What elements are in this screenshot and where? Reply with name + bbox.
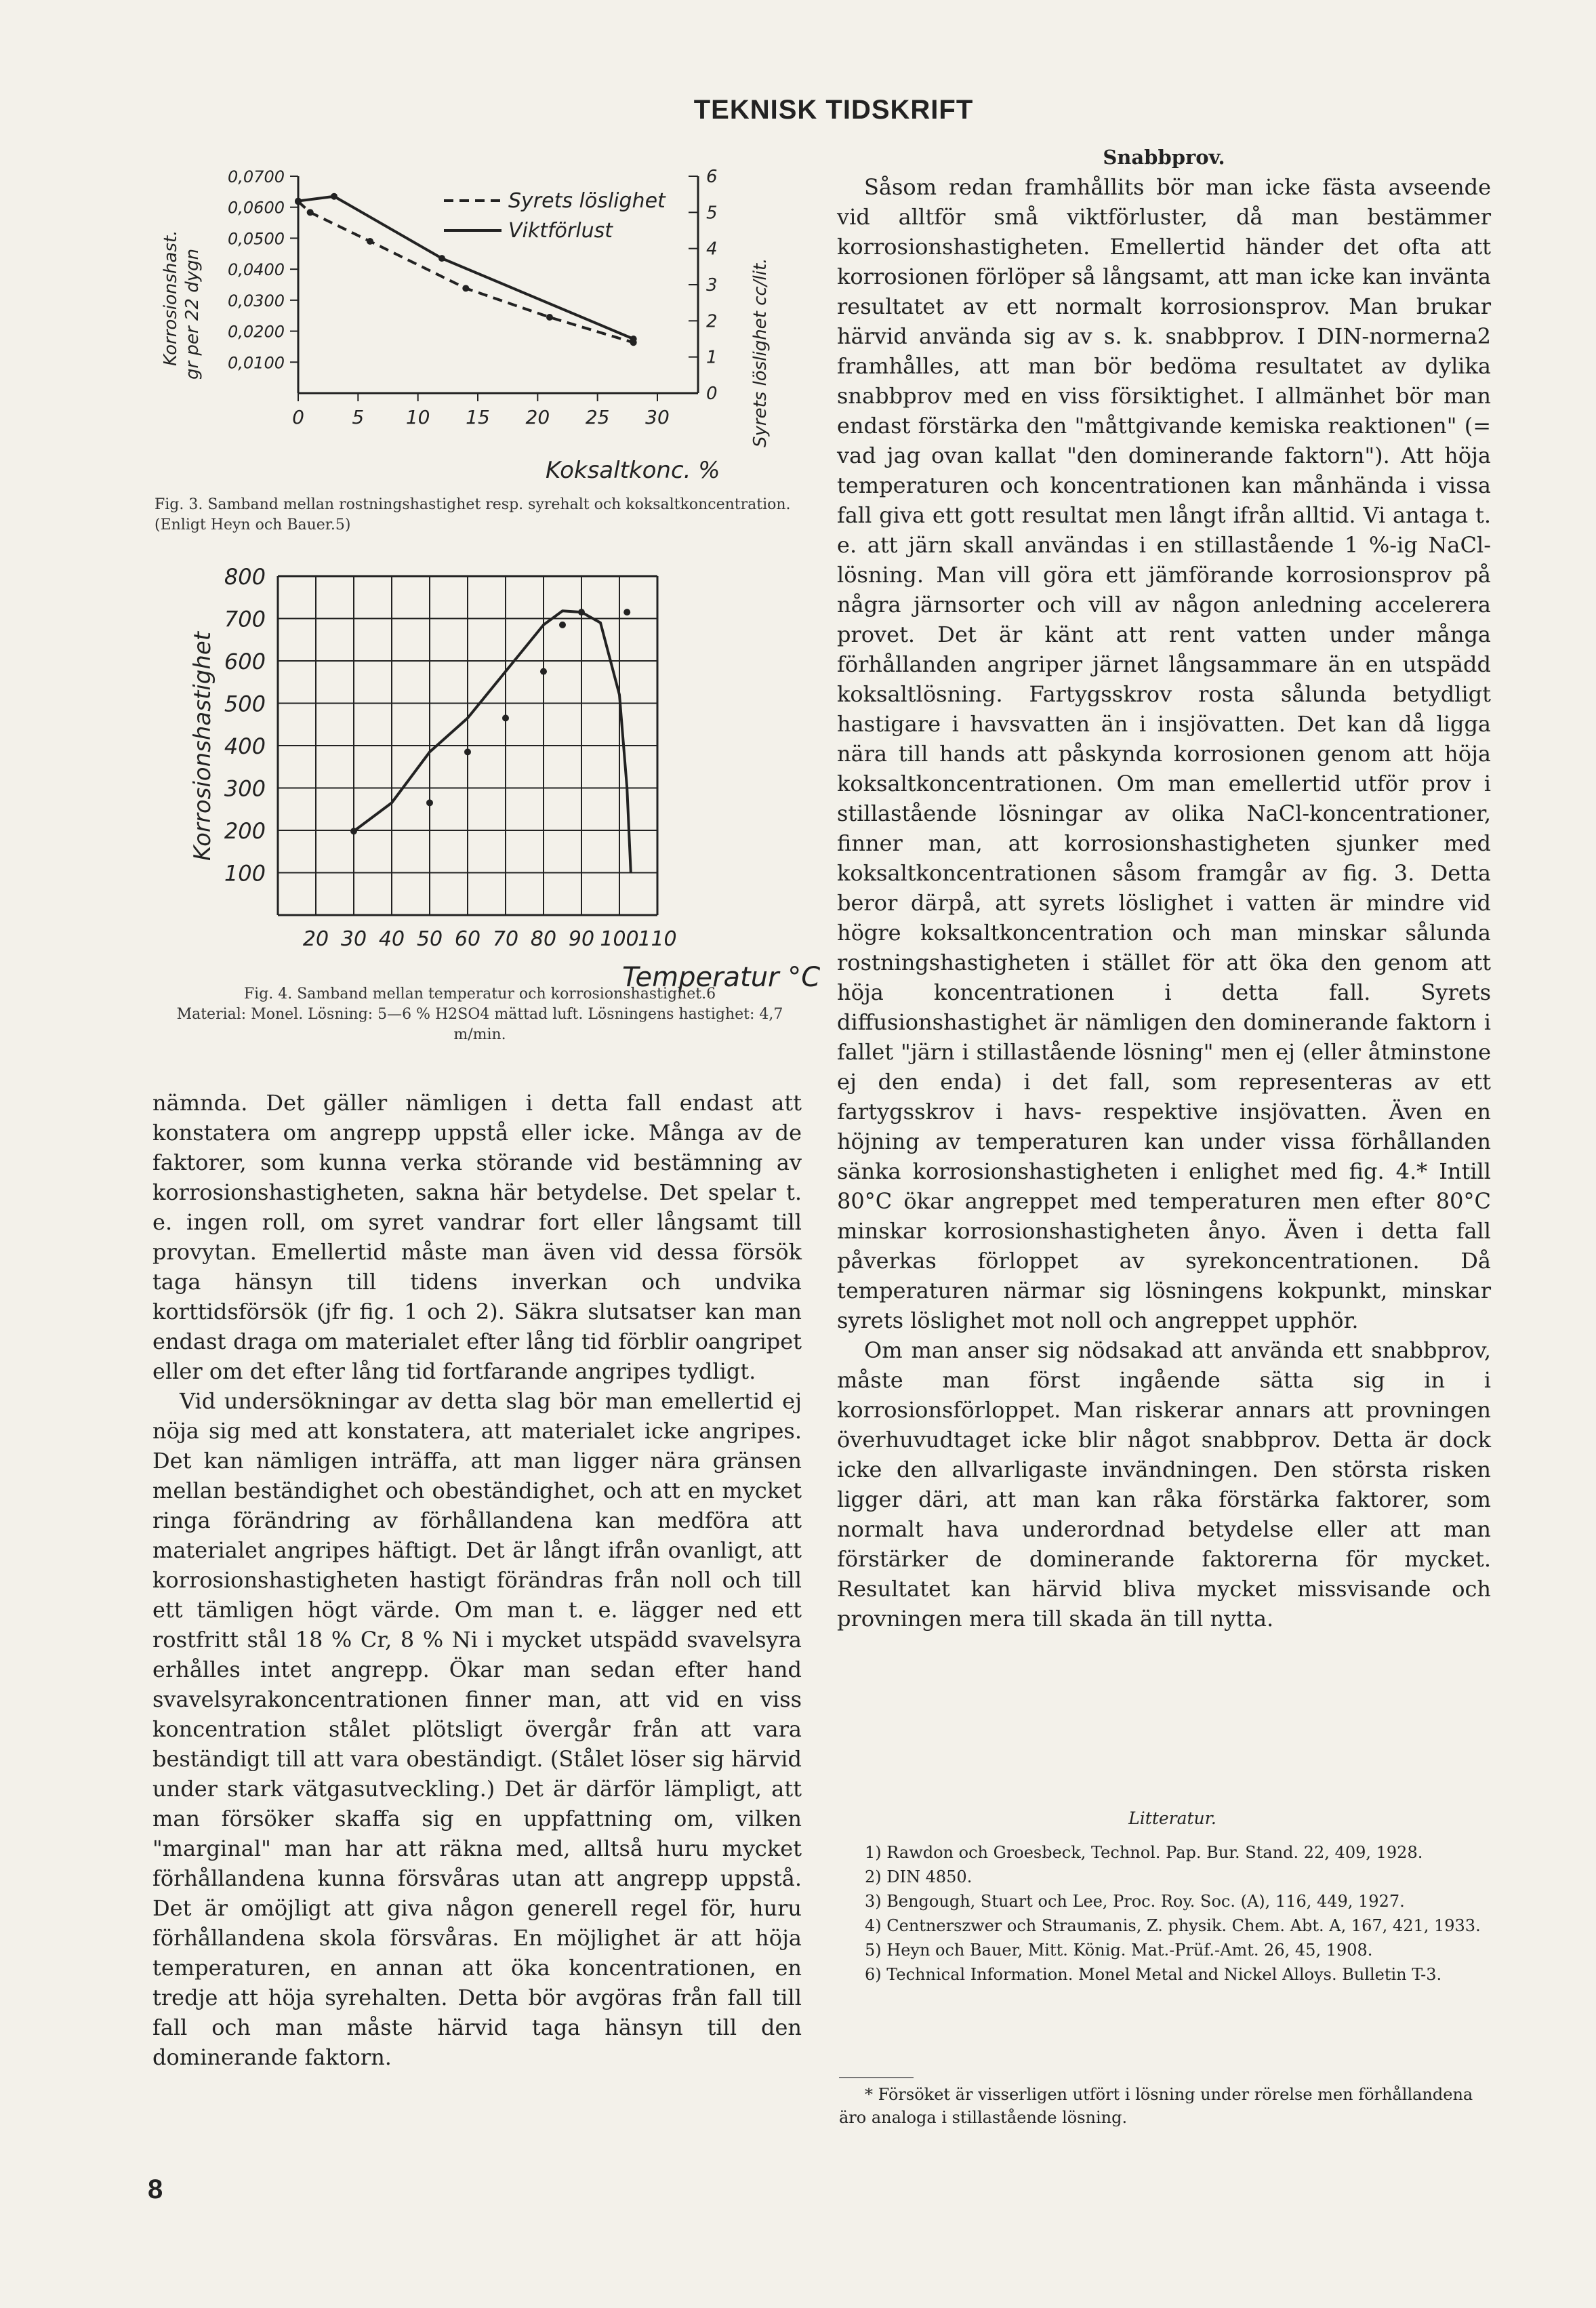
fig3-right-tick-label: 3 <box>706 275 718 296</box>
figure-3-series <box>295 193 637 346</box>
fig3-right-tick-label: 5 <box>706 203 718 224</box>
fig3-x-tick-label: 25 <box>585 406 610 428</box>
fig4-data-point <box>623 609 630 615</box>
journal-masthead: TEKNISK TIDSKRIFT <box>693 95 974 125</box>
literature-heading: Litteratur. <box>1128 1808 1216 1828</box>
figure-4-caption-line-1: Fig. 4. Samband mellan temperatur och korrosionshastighet.6 <box>243 986 716 1003</box>
figure-3-svg <box>156 163 806 484</box>
fig3-right-axis-label: Syrets löslighet cc/lit. <box>750 258 771 447</box>
fig3-right-tick-label: 6 <box>706 167 718 187</box>
page-number: 8 <box>148 2174 163 2204</box>
fig4-y-tick-label: 600 <box>224 649 266 674</box>
fig3-data-point <box>546 314 553 321</box>
fig3-right-tick-label: 2 <box>706 311 718 332</box>
right-paragraph-2: Om man anser sig nödsakad att använda ett snabbprov, måste man först ingående sätta sig in i korrosionsförloppet. Man riskerar annars att provningen överhuvudtaget icke blir något snabbprov. Detta är dock icke den allvarligaste invändningen. Den största risken ligger däri, att man kan råka förstärka faktorer, som normalt hava underordnad betydelse eller att man förstärker de dominerande faktorerna för mycket. Resultatet kan härvid bliva mycket missvisande och provningen mera till skada än till nytta. <box>837 1337 1491 1632</box>
fig4-data-point <box>502 714 509 721</box>
fig3-data-point <box>295 198 302 205</box>
fig4-data-point <box>426 799 433 806</box>
fig3-legend-solid: Viktförlust <box>508 219 613 243</box>
footnote: * Försöket är visserligen utfört i lösning under rörelse men förhållandena äro analoga i stillastående lösning. <box>839 2085 1473 2127</box>
literature-item: 4) Centnerszwer och Straumanis, Z. physik. Chem. Abt. A, 167, 421, 1933. <box>865 1916 1481 1935</box>
fig4-x-axis-label: Temperatur °C <box>622 962 821 993</box>
literature-item: 5) Heyn och Bauer, Mitt. König. Mat.-Prüf.-Amt. 26, 45, 1908. <box>865 1941 1373 1960</box>
fig3-left-axis-label-2: gr per 22 dygn <box>182 248 203 380</box>
fig3-left-tick-label: 0,0500 <box>228 229 285 249</box>
figure-4-caption <box>155 984 805 1045</box>
figure-3-caption: Fig. 3. Samband mellan rostningshastighet resp. syrehalt och koksaltkoncentration. (Enligt Heyn och Bauer.5) <box>155 496 791 533</box>
fig4-y-tick-label: 300 <box>224 775 266 802</box>
fig3-x-axis-label: Koksaltkonc. % <box>546 457 720 484</box>
fig4-x-tick-label: 80 <box>530 927 557 951</box>
fig4-x-tick-label: 50 <box>416 927 443 951</box>
fig4-y-tick-label: 200 <box>224 818 266 844</box>
fig3-x-tick-label: 10 <box>405 406 430 428</box>
fig4-series-line <box>354 611 631 872</box>
figure-4-chart <box>156 563 821 996</box>
fig4-x-tick-label: 70 <box>492 927 519 951</box>
fig4-data-point <box>578 609 585 615</box>
fig3-data-point <box>462 285 469 291</box>
fig3-legend-dashed: Syrets löslighet <box>508 189 666 213</box>
fig4-y-tick-label: 100 <box>224 860 266 887</box>
fig4-x-tick-label: 110 <box>638 927 677 951</box>
fig4-y-tick-label: 700 <box>224 606 266 632</box>
literature-item: 3) Bengough, Stuart och Lee, Proc. Roy. Soc. (A), 116, 449, 1927. <box>865 1892 1405 1911</box>
fig3-x-tick-label: 5 <box>352 406 365 428</box>
fig4-x-tick-label: 60 <box>454 927 481 951</box>
fig3-left-tick-label: 0,0300 <box>228 291 285 310</box>
fig4-data-point <box>464 748 471 755</box>
fig3-right-tick-label: 4 <box>706 239 718 260</box>
left-paragraph-1: nämnda. Det gäller nämligen i detta fall endast att konstatera om angrepp uppstå eller icke. Många av de faktorer, som kunna verka störande vid bestämning av korrosionshastigheten, sakna här betydelse. Det spelar t. e. ingen roll, om syret vandrar fort eller långsamt till provytan. Emellertid måste man även vid dessa försök taga hänsyn till tidens inverkan och undvika korttidsförsök (jfr fig. 1 och 2). Säkra slutsatser kan man endast draga om materialet efter lång tid förblir oangripet eller om det efter lång tid fortfarande angripes tydligt. <box>152 1090 802 1384</box>
section-heading-snabbprov: Snabbprov. <box>1103 146 1225 169</box>
fig4-x-tick-label: 30 <box>340 927 367 951</box>
fig3-left-tick-label: 0,0400 <box>228 260 285 280</box>
fig4-x-tick-label: 20 <box>302 927 329 951</box>
fig4-x-tick-label: 100 <box>600 927 639 951</box>
right-paragraph-1: Såsom redan framhållits bör man icke fästa avseende vid alltför små viktförluster, då man bestämmer korrosionshastigheten. Emellertid händer det ofta att korrosionen förlöper så långsamt, att man icke kan invänta resultatet av ett normalt korrosionsprov. Man brukar härvid använda sig av s. k. snabbprov. I DIN-normerna2 framhålles, att man bör bedöma resultatet av dylika snabbprov med en viss försiktighet. I allmänhet bör man endast förstärka den "måttgivande kemiska reaktionen" (= vad jag ovan kallat "den dominerande faktorn"). Att höja temperaturen och koncentrationen kan månhända i vissa fall giva ett gott resultat men långt ifrån alltid. Vi antaga t. e. att järn skall användas i en stillastående 1 %-ig NaCl-lösning. Man vill göra ett jämförande korrosionsprov på några järnsorter och vill av någon anledning accelerera provet. Det är känt att rent vatten under många förhållanden angriper järnet långsammare än en utspädd koksaltlösning. Fartygsskrov rosta sålunda betydligt hastigare i havsvatten än i insjövatten. Det kan då ligga nära till hands att påskynda korrosionen genom att höja koksaltkoncentrationen. Om man emellertid utför prov i stillastående lösningar av olika NaCl-koncentrationer, finner man, att korrosionshastigheten sjunker med koksaltkoncentrationen såsom framgår av fig. 3. Detta beror därpå, att syrets löslighet i vatten är mindre vid högre koksaltkoncentration och man minskar sålunda rostningshastigheten i stället för att öka den genom att höja koncentrationen i detta fall. Syrets diffusionshastighet är nämligen den dominerande faktorn i fallet "järn i stillastående lösning" men ej (eller åtminstone ej den enda) i det fall, som representeras av ett fartygsskrov i havs- respektive insjövatten. Även en höjning av temperaturen kan under vissa förhållanden sänka korrosionshastigheten i enlighet med fig. 4.* Intill 80°C ökar angreppet med temperaturen men efter 80°C minskar korrosionshastigheten ånyo. Även i detta fall påverkas förloppet av syrekoncentrationen. Då temperaturen närmar sig lösningens kokpunkt, minskar syrets löslighet mot noll och angreppet upphör. <box>837 174 1491 1333</box>
literature-item: 2) DIN 4850. <box>865 1867 973 1886</box>
fig3-legend <box>444 189 666 243</box>
literature-item: 1) Rawdon och Groesbeck, Technol. Pap. Bur. Stand. 22, 409, 1928. <box>865 1843 1423 1862</box>
fig3-data-point <box>331 193 337 200</box>
right-column-text <box>837 142 1491 1634</box>
fig4-x-tick-label: 40 <box>378 927 405 951</box>
fig3-right-tick-label: 0 <box>706 384 718 404</box>
figure-4-series <box>350 609 631 872</box>
figure-3-chart <box>156 163 806 484</box>
fig3-x-tick-label: 0 <box>292 406 304 428</box>
fig3-data-point <box>307 209 314 216</box>
left-paragraph-2: Vid undersökningar av detta slag bör man emellertid ej nöja sig med att konstatera, att materialet icke angripes. Det kan nämligen inträffa, att man ligger nära gränsen mellan beständighet och obeständighet, och att en mycket ringa förändring av förhållandena kan medföra att materialet angripes häftigt. Det är långt ifrån ovanligt, att korrosionshastigheten hastigt förändras från noll och till ett tämligen högt värde. Om man t. e. lägger ned ett rostfritt stål 18 % Cr, 8 % Ni i mycket utspädd svavelsyra erhålles intet angrepp. Ökar man sedan efter hand svavelsyrakoncentrationen finner man, att vid en viss koncentration stålet plötsligt övergår från att vara beständigt till att vara obeständigt. (Stålet löser sig härvid under stark vätgasutveckling.) Det är därför lämpligt, att man försöker skaffa sig en uppfattning om, vilken "marginal" man har att räkna med, alltså huru mycket förhållandena kunna försvåras utan att angrepp uppstå. Det är omöjligt att giva någon generell regel för, huru förhållandena skola försvåras. En möjlighet är att höja temperaturen, en annan att öka koncentrationen, en tredje att höja syrehalten. Detta bör avgöras från fall till fall och man måste härvid taga hänsyn till den dominerande faktorn. <box>152 1388 802 2070</box>
fig4-data-point <box>559 622 566 628</box>
fig3-data-point <box>367 238 373 245</box>
left-column-text <box>152 1088 802 2072</box>
fig3-left-tick-label: 0,0600 <box>228 198 285 218</box>
fig4-y-axis-label: Korrosionshastighet <box>189 631 216 861</box>
fig3-data-point <box>630 339 637 346</box>
fig3-x-tick-label: 20 <box>525 406 550 428</box>
literature-item: 6) Technical Information. Monel Metal and Nickel Alloys. Bulletin T-3. <box>865 1965 1442 1984</box>
figure-4-svg <box>156 563 821 996</box>
figure-4-caption-line-2: Material: Monel. Lösning: 5—6 % H2SO4 mättad luft. Lösningens hastighet: 4,7 m/min. <box>176 1006 783 1043</box>
fig3-left-tick-label: 0,0100 <box>228 353 285 373</box>
fig3-right-tick-label: 1 <box>706 347 718 368</box>
fig4-y-tick-label: 500 <box>224 691 266 717</box>
fig4-y-tick-label: 800 <box>224 564 266 590</box>
literature-list <box>839 1841 1490 1987</box>
fig4-data-point <box>350 828 357 834</box>
fig4-data-point <box>540 668 547 675</box>
fig3-left-tick-label: 0,0200 <box>228 322 285 342</box>
fig3-series-viktforlust <box>298 197 634 339</box>
fig3-left-tick-label: 0,0700 <box>228 167 285 186</box>
fig3-x-tick-label: 15 <box>466 406 490 428</box>
fig3-data-point <box>438 255 445 262</box>
fig4-x-tick-label: 90 <box>568 927 595 951</box>
fig3-x-tick-label: 30 <box>645 406 670 428</box>
figure-4-ticks <box>224 564 677 951</box>
footnote-divider <box>839 2077 914 2078</box>
fig4-y-tick-label: 400 <box>224 733 266 759</box>
fig3-left-axis-label-1: Korrosionshast. <box>161 230 181 366</box>
